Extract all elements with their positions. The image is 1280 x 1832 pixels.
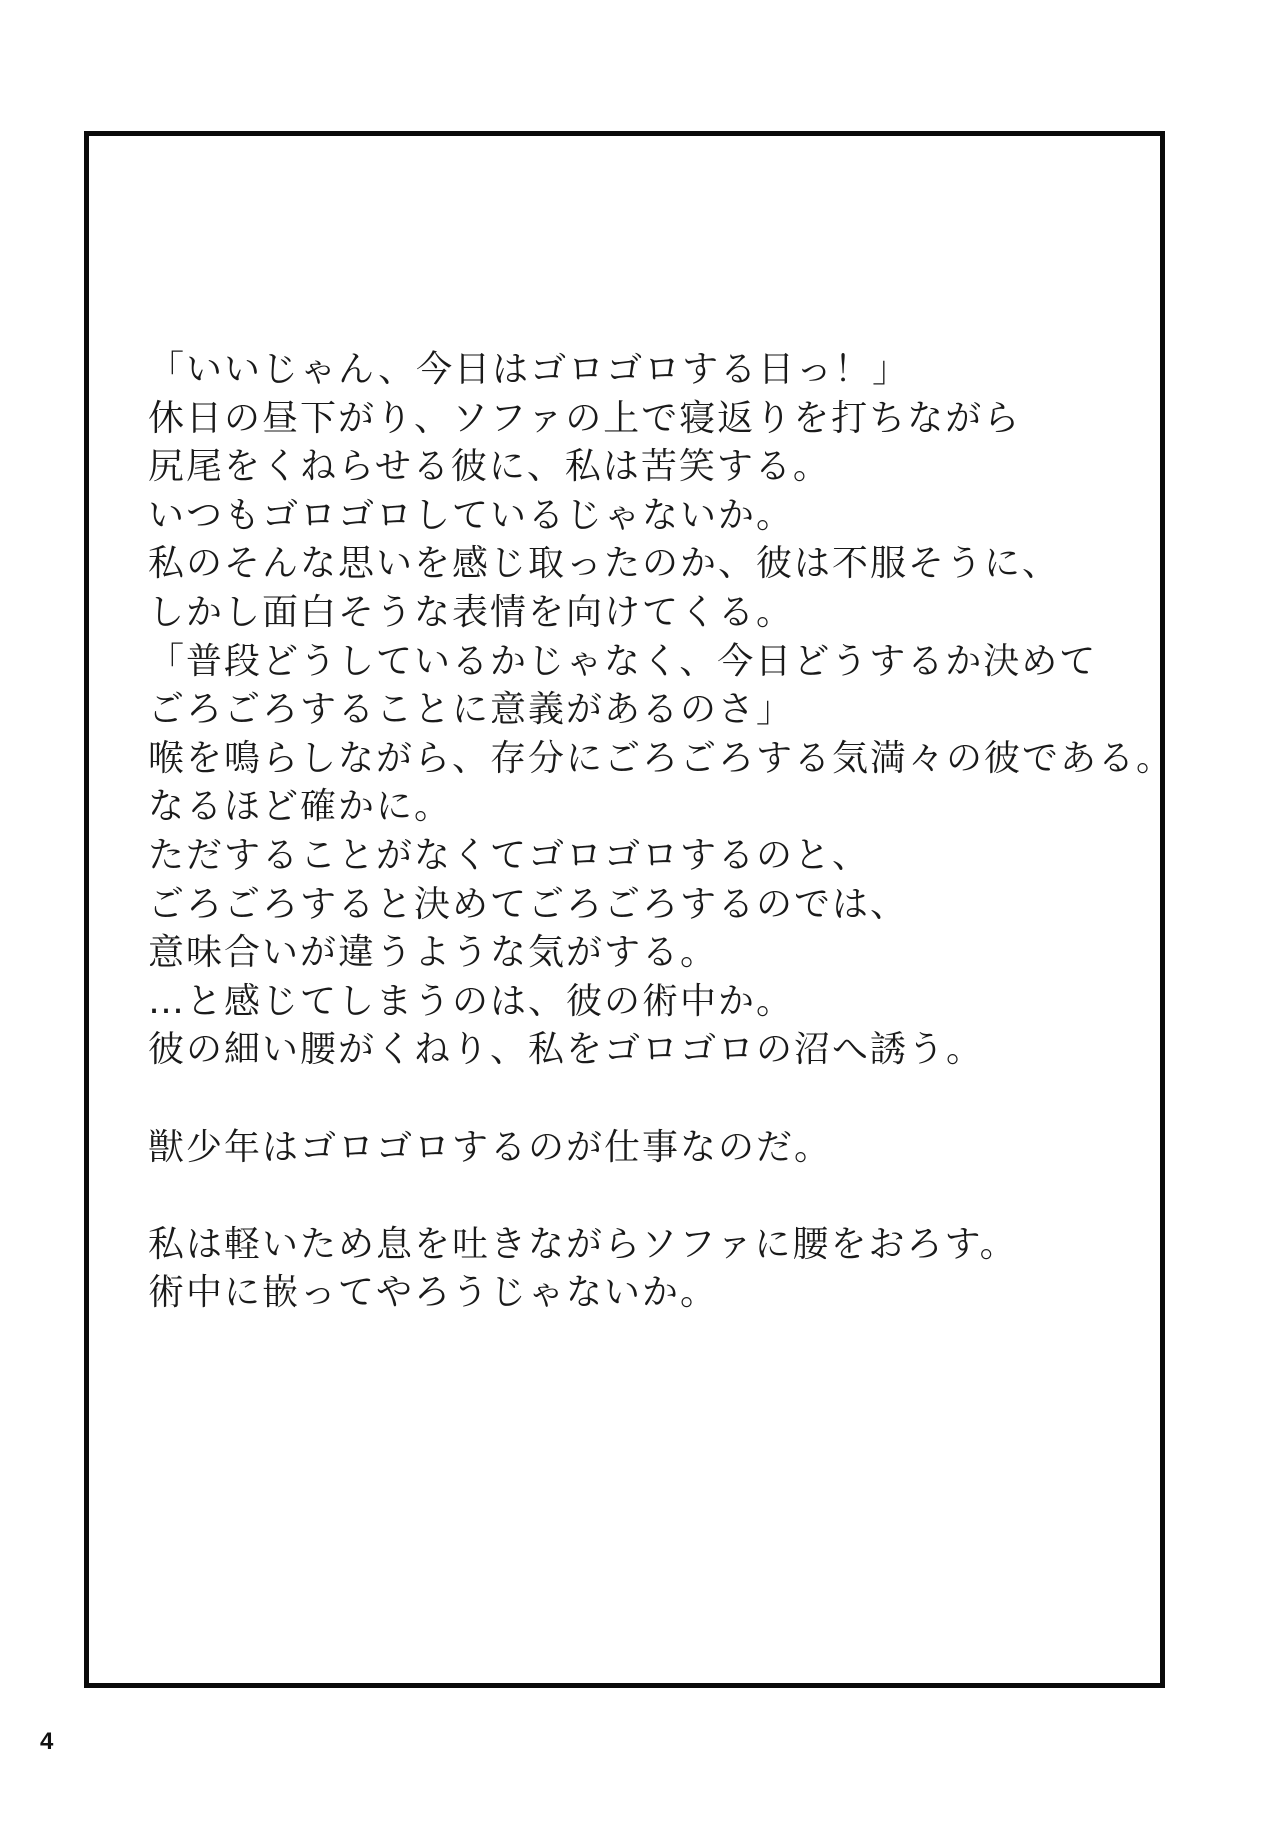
blank-line bbox=[148, 1075, 1138, 1124]
text-line: 私は軽いため息を吐きながらソファに腰をおろす。 bbox=[148, 1223, 1018, 1265]
text-line: 彼の細い腰がくねり、私をゴロゴロの沼へ誘う。 bbox=[148, 1029, 985, 1071]
text-line: 「いいじゃん、今日はゴロゴロする日っ！」 bbox=[148, 349, 911, 390]
text-line: ただすることがなくてゴロゴロするのと、 bbox=[148, 834, 871, 876]
blank-line bbox=[148, 1172, 1138, 1221]
text-line: 喉を鳴らしながら、存分にごろごろする気満々の彼である。 bbox=[148, 737, 1175, 779]
story-text bbox=[148, 346, 1175, 1318]
text-line: いつもゴロゴロしているじゃないか。 bbox=[148, 494, 795, 536]
text-line: なるほど確かに。 bbox=[148, 786, 453, 828]
page-number: 4 bbox=[40, 1728, 54, 1755]
text-line: 「普段どうしているかじゃなく、今日どうするか決めて bbox=[148, 640, 1098, 682]
text-line: 術中に嵌ってやろうじゃないか。 bbox=[148, 1272, 719, 1314]
text-line: ごろごろすると決めてごろごろするのでは、 bbox=[148, 883, 909, 925]
text-line: 意味合いが違うような気がする。 bbox=[148, 932, 719, 974]
text-line: 私のそんな思いを感じ取ったのか、彼は不服そうに、 bbox=[148, 543, 1061, 585]
text-line: …と感じてしまうのは、彼の術中か。 bbox=[148, 980, 795, 1022]
text-line: 尻尾をくねらせる彼に、私は苦笑する。 bbox=[148, 446, 831, 488]
text-line: ごろごろすることに意義があるのさ」 bbox=[148, 689, 795, 731]
text-line: 獣少年はゴロゴロするのが仕事なのだ。 bbox=[148, 1126, 833, 1168]
text-line: 休日の昼下がり、ソファの上で寝返りを打ちながら bbox=[148, 397, 1022, 439]
text-line: しかし面白そうな表情を向けてくる。 bbox=[148, 591, 795, 633]
